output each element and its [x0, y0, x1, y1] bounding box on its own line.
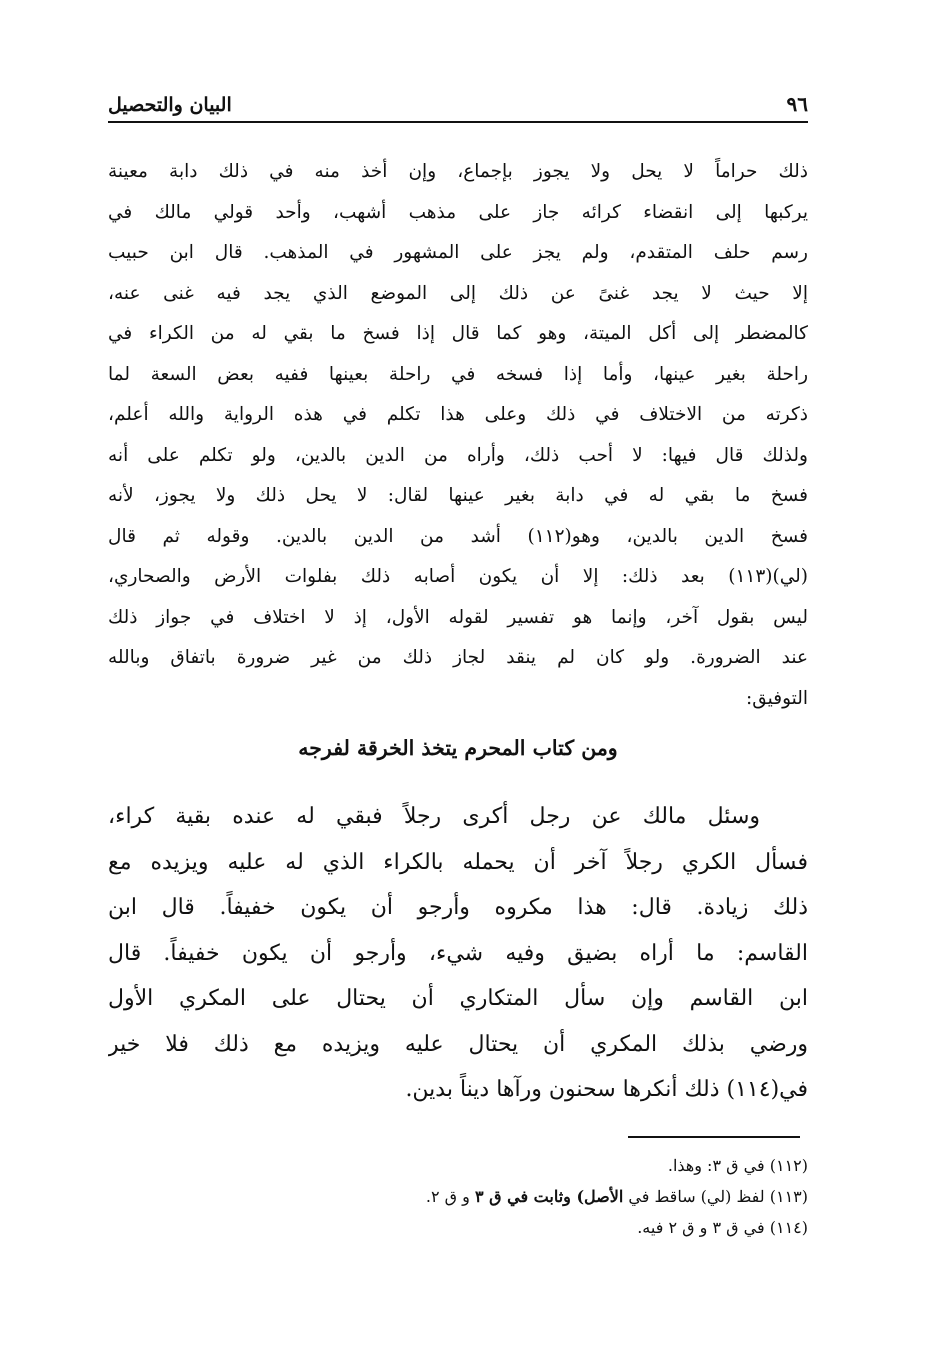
text-line: ذلك حراماً لا يحل ولا يجوز بإجماع، وإن أخذ منه في ذلك دابة معينة: [108, 161, 808, 182]
text-line: ليس بقول آخر، وإنما هو تفسير لقوله الأول، إذ لا اختلاف في جواز ذلك: [108, 606, 808, 628]
text-line: (لي)(١١٣) بعد ذلك: إلا أن يكون أصابه ذلك بفلوات الأرض والصحاري،: [108, 566, 808, 587]
text-line: إلا حيث لا يجد غنىً عن ذلك إلى الموضع الذي يجد فيه غنى عنه،: [108, 282, 808, 304]
text-line: راحلة بغير عينها، وأما إذا فسخه في راحلة بعينها ففيه بعض السعة لما: [108, 363, 808, 385]
footnote-marker: (١١٣): [769, 1187, 808, 1206]
footnote-marker: (١١٤): [769, 1218, 808, 1237]
text-line: فسأل الكري رجلاً آخر أن يحمله بالكراء الذي له عليه ويزيده مع: [108, 849, 808, 875]
footnotes: [108, 1150, 808, 1243]
text-line: رسم حلف المتقدم، ولم يجز على المشهور في المذهب. قال ابن حبيب: [108, 242, 808, 263]
text-line: في(١١٤) ذلك أنكرها سحنون ورآها ديناً بدين.: [405, 1077, 808, 1102]
text-line: فسخ الدين بالدين، وهو(١١٢) أشد من الدين بالدين. وقوله ثم قال: [108, 525, 808, 547]
running-header: [108, 88, 808, 116]
page-number: ٩٦: [786, 92, 808, 116]
text-line: عند الضرورة. ولو كان لم ينقد لجاز ذلك من غير ضرورة باتفاق وبالله: [108, 647, 808, 668]
footnote: [108, 1181, 808, 1212]
footnote-text-rest: و ق ٢.: [425, 1187, 470, 1206]
text-line: ذلك زيادة. قال: هذا مكروه وأرجو أن يكون خفيفاً. قال ابن: [108, 895, 808, 920]
question-paragraph: [108, 794, 808, 1113]
book-title: البيان والتحصيل: [108, 94, 232, 116]
footnote-text: في ق ٣: وهذا.: [667, 1156, 765, 1175]
footnote-emphasis: الأصل) وثابت في ق ٣: [474, 1187, 624, 1206]
text-line: التوفيق:: [745, 687, 808, 709]
text-line: وسئل مالك عن رجل أكرى رجلاً فبقي له عنده بقية كراء،: [108, 804, 760, 829]
footnote-marker: (١١٢): [769, 1156, 808, 1175]
footnote-text: لفظ (لي) ساقط في: [628, 1187, 765, 1206]
text-line: يركبها إلى انقضاء كرائه جاز على مذهب أشهب، وأحد قولي مالك في: [108, 201, 808, 223]
text-line: ولذلك قال فيها: لا أحب ذلك، وأراه من الدين بالدين، ولو تكلم على أنه: [108, 444, 808, 466]
footnote-separator: [628, 1136, 800, 1138]
section-heading: ومن كتاب المحرم يتخذ الخرقة لفرجه: [298, 736, 618, 760]
text-line: كالمضطر إلى أكل الميتة، وهو كما قال إذا فسخ ما بقي له من الكراء في: [108, 323, 808, 344]
text-line: ورضي بذلك المكري أن يحتال عليه ويزيده مع ذلك فلا خير: [108, 1031, 808, 1057]
footnote-text: في ق ٣ و ق ٢ فيه.: [637, 1218, 765, 1237]
footnote: [108, 1212, 808, 1243]
footnote: [108, 1150, 808, 1181]
text-line: ذكرته من الاختلاف في ذلك وعلى هذا تكلم في هذه الرواية والله أعلم،: [108, 404, 808, 425]
commentary-paragraph: [108, 152, 808, 719]
text-line: ابن القاسم وإن سأل المتكاري أن يحتال على المكري الأول: [108, 986, 808, 1011]
text-line: فسخ ما بقي له في دابة بغير عينها لقال: لا يحل ذلك ولا يجوز، لأنه: [108, 485, 808, 506]
text-line: القاسم: ما أراه بضيق وفيه شيء، وأرجو أن يكون خفيفاً. قال: [108, 940, 808, 966]
header-rule: [108, 121, 808, 123]
